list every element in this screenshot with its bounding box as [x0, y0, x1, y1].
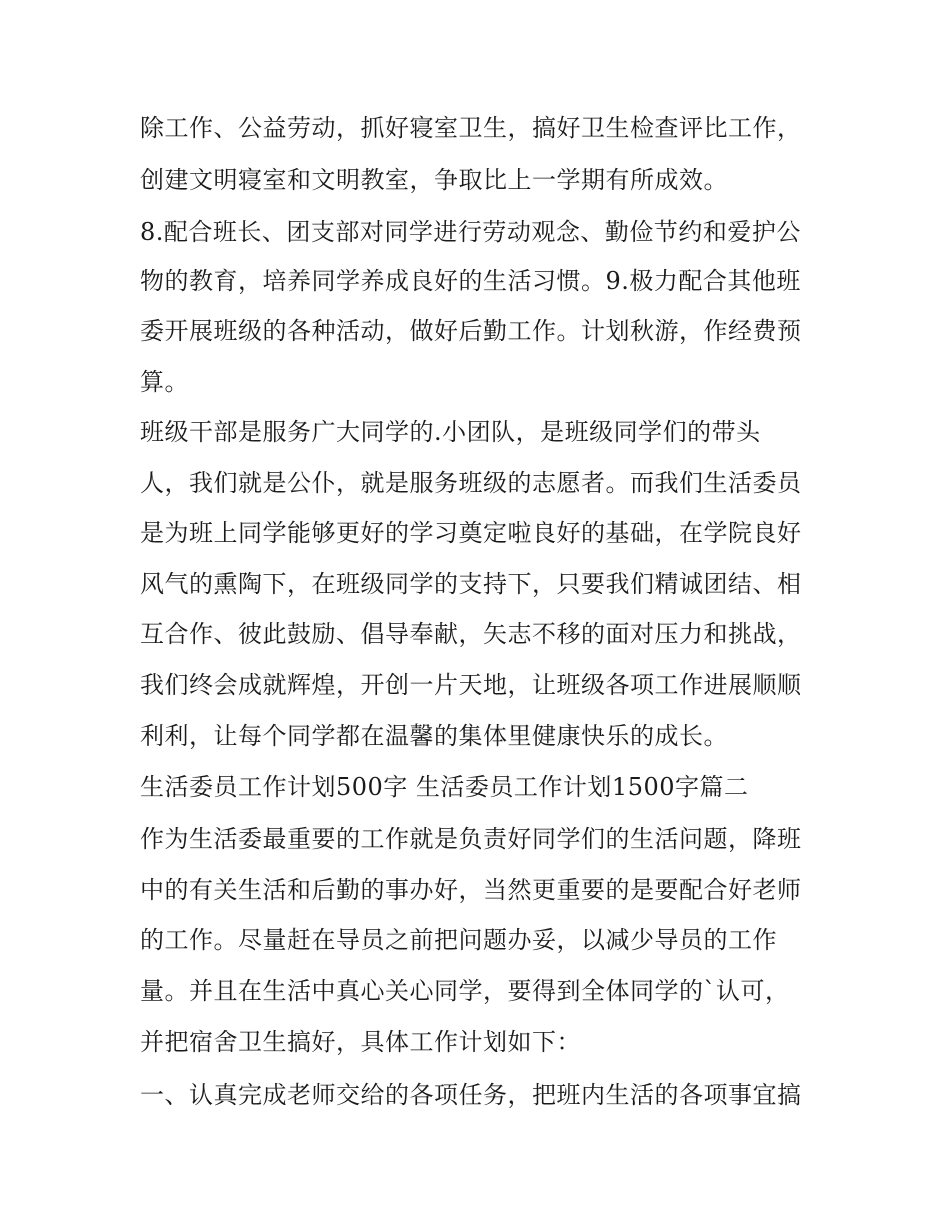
- section-heading: 生活委员工作计划500字 生活委员工作计划1500字篇二: [140, 773, 749, 801]
- text-line: 创建文明寝室和文明教室，争取比上一学期有所成效。: [140, 166, 728, 194]
- text-line: 是为班上同学能够更好的学习奠定啦良好的基础，在学院良好: [140, 519, 802, 547]
- text-line: 并把宿舍卫生搞好，具体工作计划如下：: [140, 1028, 581, 1056]
- text-line: 利利，让每个同学都在温馨的集体里健康快乐的成长。: [140, 722, 728, 750]
- text-line: 的工作。尽量赶在导员之前把问题办妥，以减少导员的工作: [140, 926, 777, 954]
- text-line: 互合作、彼此鼓励、倡导奉献，矢志不移的面对压力和挑战，: [140, 620, 802, 648]
- text-line: 人，我们就是公仆，就是服务班级的志愿者。而我们生活委员: [140, 469, 802, 497]
- text-line: 算。: [140, 368, 189, 396]
- text-line: 一、认真完成老师交给的各项任务，把班内生活的各项事宜搞: [140, 1081, 802, 1109]
- text-line: 8.配合班长、团支部对同学进行劳动观念、勤俭节约和爱护公: [140, 218, 801, 246]
- text-line: 风气的熏陶下，在班级同学的支持下，只要我们精诚团结、相: [140, 570, 802, 598]
- text-line: 委开展班级的各种活动，做好后勤工作。计划秋游，作经费预: [140, 317, 802, 345]
- text-line: 中的有关生活和后勤的事办好，当然更重要的是要配合好老师: [140, 876, 802, 904]
- text-line: 班级干部是服务广大同学的.小团队，是班级同学们的带头: [140, 418, 761, 446]
- text-line: 物的教育，培养同学养成良好的生活习惯。9.极力配合其他班: [140, 267, 801, 295]
- text-line: 作为生活委最重要的工作就是负责好同学们的生活问题，降班: [140, 825, 802, 853]
- text-line: 量。并且在生活中真心关心同学，要得到全体同学的`认可，: [140, 977, 790, 1005]
- text-line: 我们终会成就辉煌，开创一片天地，让班级各项工作进展顺顺: [140, 671, 802, 699]
- text-line: 除工作、公益劳动，抓好寝室卫生，搞好卫生检查评比工作，: [140, 114, 802, 142]
